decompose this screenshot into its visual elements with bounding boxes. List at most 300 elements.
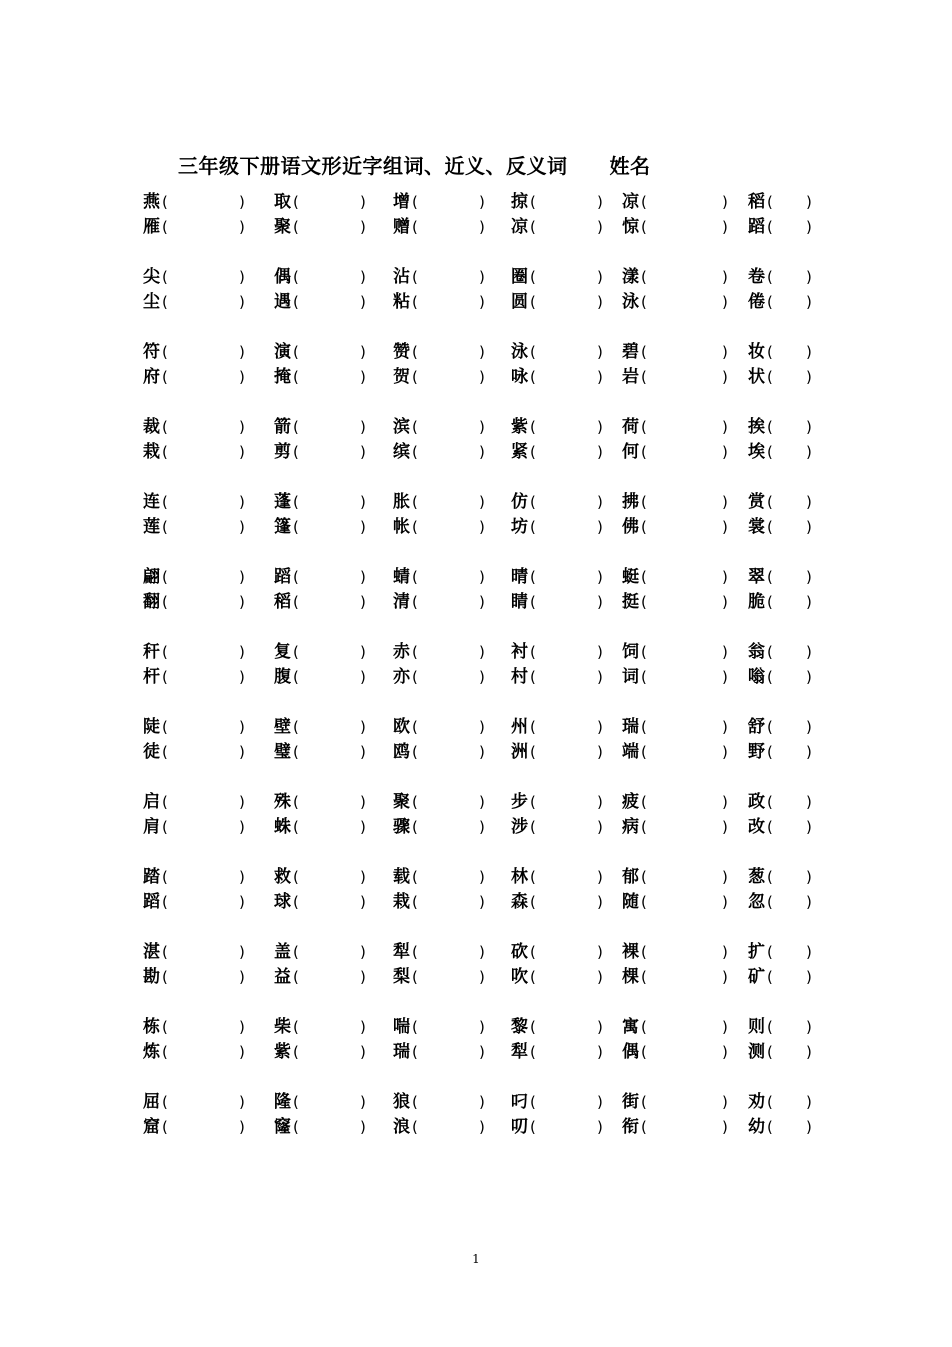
open-paren: (	[767, 218, 773, 236]
word-blank[interactable]	[393, 191, 489, 213]
character: 黎	[511, 1017, 528, 1037]
character: 漾	[622, 267, 639, 287]
word-blank[interactable]	[393, 741, 489, 763]
close-paren: )	[722, 368, 728, 386]
word-blank[interactable]	[748, 641, 816, 663]
close-paren: )	[597, 493, 603, 511]
close-paren: )	[722, 193, 728, 211]
word-blank[interactable]	[511, 891, 607, 913]
character: 翩	[143, 567, 160, 587]
word-blank[interactable]	[511, 966, 607, 988]
open-paren: (	[293, 668, 299, 686]
word-blank[interactable]	[393, 366, 489, 388]
word-blank[interactable]	[393, 891, 489, 913]
word-blank[interactable]	[622, 1016, 732, 1038]
word-blank[interactable]	[748, 666, 816, 688]
word-blank[interactable]	[143, 491, 249, 513]
word-blank[interactable]	[274, 666, 370, 688]
close-paren: )	[806, 1018, 812, 1036]
word-blank[interactable]	[511, 666, 607, 688]
word-blank[interactable]	[143, 716, 249, 738]
word-blank[interactable]	[622, 966, 732, 988]
word-blank[interactable]	[143, 266, 249, 288]
open-paren: (	[293, 443, 299, 461]
word-blank[interactable]	[274, 741, 370, 763]
close-paren: )	[806, 568, 812, 586]
word-blank[interactable]	[748, 741, 816, 763]
open-paren: (	[293, 218, 299, 236]
word-blank[interactable]	[622, 441, 732, 463]
open-paren: (	[412, 1043, 418, 1061]
word-row	[0, 266, 952, 288]
character: 州	[511, 717, 528, 737]
open-paren: (	[293, 568, 299, 586]
close-paren: )	[360, 268, 366, 286]
character: 蹈	[748, 217, 765, 237]
word-blank[interactable]	[748, 816, 816, 838]
word-blank[interactable]	[748, 966, 816, 988]
character: 窟	[143, 1117, 160, 1137]
character: 掩	[274, 367, 291, 387]
open-paren: (	[412, 593, 418, 611]
character: 坊	[511, 517, 528, 537]
character: 矿	[748, 967, 765, 987]
word-blank[interactable]	[143, 291, 249, 313]
word-blank[interactable]	[274, 441, 370, 463]
character: 紧	[511, 442, 528, 462]
word-blank[interactable]	[511, 1116, 607, 1138]
word-blank[interactable]	[748, 1016, 816, 1038]
close-paren: )	[479, 718, 485, 736]
word-row	[0, 1116, 952, 1138]
close-paren: )	[597, 743, 603, 761]
close-paren: )	[722, 1093, 728, 1111]
character: 柴	[274, 1017, 291, 1037]
word-blank[interactable]	[143, 516, 249, 538]
word-blank[interactable]	[622, 1091, 732, 1113]
open-paren: (	[162, 668, 168, 686]
word-blank[interactable]	[143, 441, 249, 463]
word-blank[interactable]	[274, 1016, 370, 1038]
word-blank[interactable]	[393, 441, 489, 463]
word-blank[interactable]	[511, 566, 607, 588]
word-blank[interactable]	[511, 441, 607, 463]
word-blank[interactable]	[622, 866, 732, 888]
open-paren: (	[641, 743, 647, 761]
character: 狼	[393, 1092, 410, 1112]
word-blank[interactable]	[748, 941, 816, 963]
close-paren: )	[597, 593, 603, 611]
word-blank[interactable]	[748, 491, 816, 513]
open-paren: (	[530, 1043, 536, 1061]
word-blank[interactable]	[274, 816, 370, 838]
close-paren: )	[722, 818, 728, 836]
word-blank[interactable]	[274, 266, 370, 288]
word-blank[interactable]	[143, 1016, 249, 1038]
open-paren: (	[412, 418, 418, 436]
word-blank[interactable]	[143, 366, 249, 388]
word-blank[interactable]	[748, 1091, 816, 1113]
open-paren: (	[162, 793, 168, 811]
word-blank[interactable]	[748, 441, 816, 463]
word-blank[interactable]	[393, 866, 489, 888]
word-blank[interactable]	[511, 1041, 607, 1063]
open-paren: (	[530, 518, 536, 536]
word-blank[interactable]	[511, 366, 607, 388]
close-paren: )	[806, 518, 812, 536]
word-blank[interactable]	[393, 1016, 489, 1038]
character: 燕	[143, 192, 160, 212]
word-blank[interactable]	[393, 566, 489, 588]
word-blank[interactable]	[511, 216, 607, 238]
character: 挨	[748, 417, 765, 437]
word-blank[interactable]	[274, 416, 370, 438]
word-blank[interactable]	[622, 266, 732, 288]
open-paren: (	[412, 343, 418, 361]
word-row	[0, 441, 952, 463]
word-blank[interactable]	[274, 1116, 370, 1138]
open-paren: (	[767, 943, 773, 961]
open-paren: (	[530, 293, 536, 311]
word-blank[interactable]	[622, 641, 732, 663]
word-blank[interactable]	[393, 291, 489, 313]
word-blank[interactable]	[143, 941, 249, 963]
close-paren: )	[360, 593, 366, 611]
word-blank[interactable]	[622, 1116, 732, 1138]
close-paren: )	[597, 643, 603, 661]
word-blank[interactable]	[511, 741, 607, 763]
word-blank[interactable]	[748, 891, 816, 913]
word-blank[interactable]	[622, 366, 732, 388]
open-paren: (	[412, 1118, 418, 1136]
word-blank[interactable]	[393, 516, 489, 538]
close-paren: )	[722, 743, 728, 761]
close-paren: )	[360, 893, 366, 911]
character: 忽	[748, 892, 765, 912]
word-blank[interactable]	[622, 1041, 732, 1063]
word-blank[interactable]	[748, 791, 816, 813]
word-blank[interactable]	[511, 591, 607, 613]
word-blank[interactable]	[143, 741, 249, 763]
word-blank[interactable]	[511, 266, 607, 288]
open-paren: (	[641, 568, 647, 586]
character: 益	[274, 967, 291, 987]
word-blank[interactable]	[748, 266, 816, 288]
open-paren: (	[412, 493, 418, 511]
word-blank[interactable]	[748, 566, 816, 588]
word-blank[interactable]	[622, 191, 732, 213]
word-row	[0, 366, 952, 388]
character: 腹	[274, 667, 291, 687]
word-blank[interactable]	[143, 966, 249, 988]
close-paren: )	[239, 568, 245, 586]
close-paren: )	[806, 1043, 812, 1061]
word-blank[interactable]	[393, 341, 489, 363]
word-blank[interactable]	[393, 641, 489, 663]
word-blank[interactable]	[393, 591, 489, 613]
word-blank[interactable]	[511, 191, 607, 213]
word-blank[interactable]	[511, 866, 607, 888]
close-paren: )	[597, 1018, 603, 1036]
word-blank[interactable]	[143, 341, 249, 363]
character: 荷	[622, 417, 639, 437]
character: 杆	[143, 667, 160, 687]
word-blank[interactable]	[748, 1116, 816, 1138]
close-paren: )	[360, 518, 366, 536]
open-paren: (	[530, 593, 536, 611]
character: 瑞	[393, 1042, 410, 1062]
close-paren: )	[479, 293, 485, 311]
word-blank[interactable]	[143, 866, 249, 888]
word-blank[interactable]	[511, 1016, 607, 1038]
open-paren: (	[162, 943, 168, 961]
word-blank[interactable]	[511, 641, 607, 663]
word-blank[interactable]	[622, 791, 732, 813]
word-blank[interactable]	[622, 566, 732, 588]
word-blank[interactable]	[274, 566, 370, 588]
word-blank[interactable]	[393, 216, 489, 238]
close-paren: )	[806, 218, 812, 236]
character: 蹈	[143, 892, 160, 912]
word-blank[interactable]	[748, 191, 816, 213]
word-blank[interactable]	[143, 216, 249, 238]
open-paren: (	[641, 1043, 647, 1061]
close-paren: )	[360, 293, 366, 311]
word-blank[interactable]	[393, 791, 489, 813]
character: 篷	[274, 517, 291, 537]
open-paren: (	[412, 943, 418, 961]
open-paren: (	[293, 1018, 299, 1036]
close-paren: )	[239, 818, 245, 836]
open-paren: (	[412, 568, 418, 586]
character: 状	[748, 367, 765, 387]
word-blank[interactable]	[622, 491, 732, 513]
word-blank[interactable]	[622, 516, 732, 538]
open-paren: (	[641, 218, 647, 236]
word-row	[0, 716, 952, 738]
close-paren: )	[722, 493, 728, 511]
word-blank[interactable]	[143, 566, 249, 588]
close-paren: )	[360, 368, 366, 386]
word-blank[interactable]	[748, 366, 816, 388]
close-paren: )	[722, 868, 728, 886]
close-paren: )	[479, 743, 485, 761]
character: 测	[748, 1042, 765, 1062]
character: 裁	[143, 417, 160, 437]
open-paren: (	[162, 568, 168, 586]
character: 则	[748, 1017, 765, 1037]
word-blank[interactable]	[143, 416, 249, 438]
word-blank[interactable]	[274, 891, 370, 913]
word-blank[interactable]	[274, 191, 370, 213]
word-blank[interactable]	[622, 416, 732, 438]
word-blank[interactable]	[143, 1041, 249, 1063]
close-paren: )	[239, 1018, 245, 1036]
open-paren: (	[530, 493, 536, 511]
word-blank[interactable]	[511, 341, 607, 363]
close-paren: )	[722, 718, 728, 736]
character: 脆	[748, 592, 765, 612]
character: 偶	[274, 267, 291, 287]
word-blank[interactable]	[622, 741, 732, 763]
word-blank[interactable]	[393, 1116, 489, 1138]
open-paren: (	[412, 793, 418, 811]
word-blank[interactable]	[143, 1116, 249, 1138]
open-paren: (	[641, 493, 647, 511]
word-blank[interactable]	[393, 1041, 489, 1063]
character: 徒	[143, 742, 160, 762]
word-blank[interactable]	[393, 716, 489, 738]
open-paren: (	[162, 518, 168, 536]
word-blank[interactable]	[143, 666, 249, 688]
word-blank[interactable]	[393, 266, 489, 288]
open-paren: (	[641, 343, 647, 361]
character: 蓬	[274, 492, 291, 512]
word-blank[interactable]	[274, 941, 370, 963]
open-paren: (	[767, 643, 773, 661]
character: 演	[274, 342, 291, 362]
character: 浪	[393, 1117, 410, 1137]
word-blank[interactable]	[622, 891, 732, 913]
word-blank[interactable]	[622, 716, 732, 738]
word-blank[interactable]	[511, 291, 607, 313]
character: 村	[511, 667, 528, 687]
word-blank[interactable]	[622, 341, 732, 363]
open-paren: (	[293, 793, 299, 811]
word-blank[interactable]	[622, 216, 732, 238]
word-blank[interactable]	[274, 491, 370, 513]
word-blank[interactable]	[393, 966, 489, 988]
word-blank[interactable]	[393, 941, 489, 963]
word-blank[interactable]	[274, 366, 370, 388]
character: 栽	[393, 892, 410, 912]
word-blank[interactable]	[393, 1091, 489, 1113]
word-blank[interactable]	[393, 416, 489, 438]
word-blank[interactable]	[748, 341, 816, 363]
word-blank[interactable]	[511, 791, 607, 813]
word-blank[interactable]	[748, 1041, 816, 1063]
close-paren: )	[806, 1093, 812, 1111]
word-blank[interactable]	[143, 191, 249, 213]
character: 翠	[748, 567, 765, 587]
word-blank[interactable]	[748, 591, 816, 613]
word-blank[interactable]	[143, 641, 249, 663]
character: 粘	[393, 292, 410, 312]
close-paren: )	[722, 293, 728, 311]
word-row	[0, 291, 952, 313]
open-paren: (	[293, 718, 299, 736]
close-paren: )	[597, 718, 603, 736]
word-blank[interactable]	[274, 966, 370, 988]
word-blank[interactable]	[274, 791, 370, 813]
word-blank[interactable]	[393, 816, 489, 838]
word-blank[interactable]	[274, 591, 370, 613]
close-paren: )	[360, 218, 366, 236]
word-blank[interactable]	[143, 816, 249, 838]
word-blank[interactable]	[274, 291, 370, 313]
character: 倦	[748, 292, 765, 312]
character: 盖	[274, 942, 291, 962]
word-blank[interactable]	[274, 216, 370, 238]
word-blank[interactable]	[393, 666, 489, 688]
close-paren: )	[806, 818, 812, 836]
character: 涉	[511, 817, 528, 837]
character: 挺	[622, 592, 639, 612]
word-blank[interactable]	[622, 291, 732, 313]
word-blank[interactable]	[511, 516, 607, 538]
open-paren: (	[530, 1093, 536, 1111]
word-blank[interactable]	[622, 591, 732, 613]
word-blank[interactable]	[748, 416, 816, 438]
word-blank[interactable]	[748, 516, 816, 538]
character: 犁	[393, 942, 410, 962]
character: 殊	[274, 792, 291, 812]
word-blank[interactable]	[393, 491, 489, 513]
open-paren: (	[293, 893, 299, 911]
open-paren: (	[530, 743, 536, 761]
word-blank[interactable]	[274, 1091, 370, 1113]
word-blank[interactable]	[511, 491, 607, 513]
character: 稻	[274, 592, 291, 612]
word-row	[0, 891, 952, 913]
word-blank[interactable]	[274, 341, 370, 363]
open-paren: (	[767, 343, 773, 361]
open-paren: (	[412, 743, 418, 761]
close-paren: )	[597, 293, 603, 311]
open-paren: (	[293, 193, 299, 211]
close-paren: )	[806, 1118, 812, 1136]
word-blank[interactable]	[748, 716, 816, 738]
open-paren: (	[293, 643, 299, 661]
word-blank[interactable]	[511, 941, 607, 963]
close-paren: )	[360, 818, 366, 836]
word-blank[interactable]	[274, 641, 370, 663]
word-blank[interactable]	[622, 816, 732, 838]
character: 衔	[622, 1117, 639, 1137]
close-paren: )	[597, 793, 603, 811]
close-paren: )	[479, 643, 485, 661]
word-blank[interactable]	[274, 1041, 370, 1063]
word-blank[interactable]	[274, 716, 370, 738]
word-blank[interactable]	[511, 1091, 607, 1113]
word-row	[0, 1041, 952, 1063]
close-paren: )	[360, 718, 366, 736]
word-blank[interactable]	[143, 791, 249, 813]
close-paren: )	[239, 968, 245, 986]
word-blank[interactable]	[511, 816, 607, 838]
character: 洲	[511, 742, 528, 762]
word-blank[interactable]	[143, 891, 249, 913]
word-blank[interactable]	[143, 591, 249, 613]
character: 衬	[511, 642, 528, 662]
character: 随	[622, 892, 639, 912]
open-paren: (	[530, 343, 536, 361]
word-blank[interactable]	[748, 866, 816, 888]
word-blank[interactable]	[622, 941, 732, 963]
word-blank[interactable]	[748, 216, 816, 238]
word-blank[interactable]	[274, 866, 370, 888]
word-blank[interactable]	[748, 291, 816, 313]
word-blank[interactable]	[274, 516, 370, 538]
open-paren: (	[641, 418, 647, 436]
word-blank[interactable]	[511, 716, 607, 738]
character: 泳	[511, 342, 528, 362]
word-blank[interactable]	[511, 416, 607, 438]
word-row	[0, 516, 952, 538]
word-blank[interactable]	[622, 666, 732, 688]
character: 骤	[393, 817, 410, 837]
word-blank[interactable]	[143, 1091, 249, 1113]
